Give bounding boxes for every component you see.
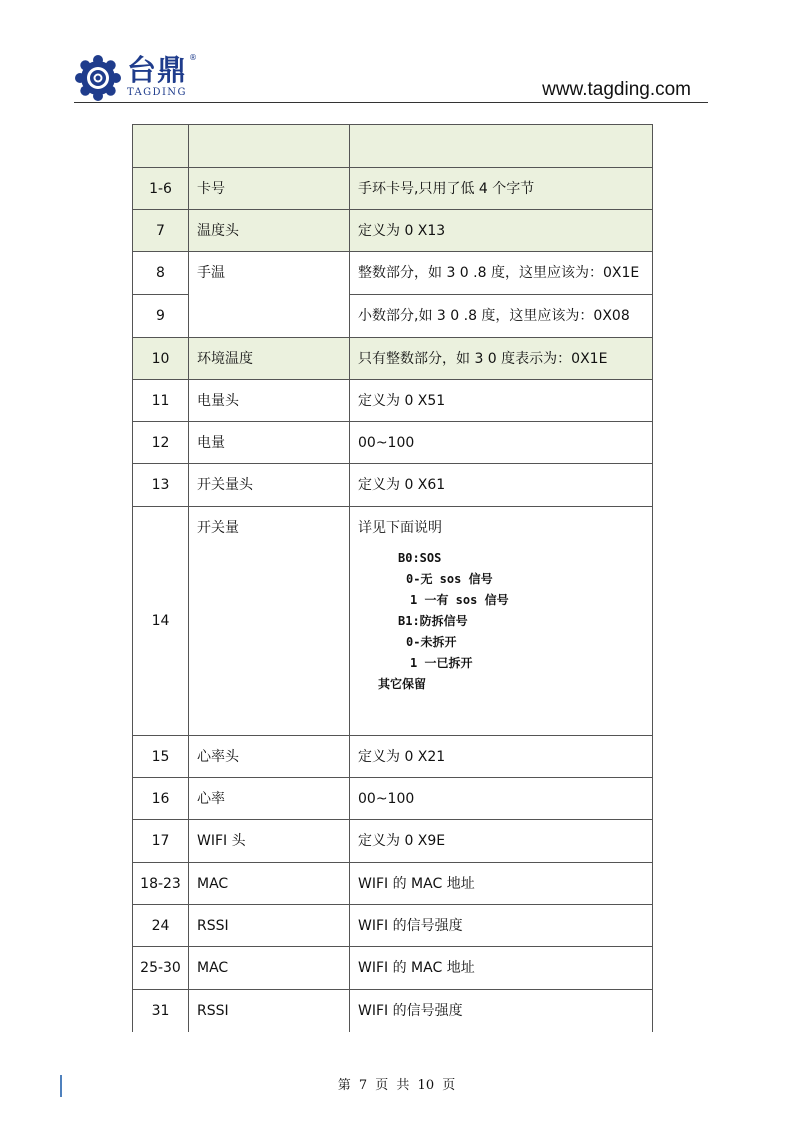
byte-index: 18-23 xyxy=(133,863,189,905)
table-row xyxy=(133,820,653,863)
byte-index: 11 xyxy=(133,380,189,422)
field-description: 定义为 0 X51 xyxy=(350,380,653,422)
field-description: WIFI 的信号强度 xyxy=(350,905,653,947)
field-name: 心率头 xyxy=(189,736,350,778)
field-name: MAC xyxy=(189,947,350,990)
field-name: WIFI 头 xyxy=(189,820,350,863)
table-row xyxy=(133,422,653,464)
table-row xyxy=(133,464,653,507)
bit-line: 1 一有 sos 信号 xyxy=(410,593,509,607)
header-cell-field xyxy=(189,125,350,168)
field-name: 电量头 xyxy=(189,380,350,422)
field-name: 卡号 xyxy=(189,168,350,210)
field-description: 00~100 xyxy=(350,778,653,820)
field-name: 电量 xyxy=(189,422,350,464)
byte-index: 14 xyxy=(133,507,189,736)
byte-index: 24 xyxy=(133,905,189,947)
byte-index: 16 xyxy=(133,778,189,820)
field-description: 00~100 xyxy=(350,422,653,464)
field-description: WIFI 的 MAC 地址 xyxy=(350,863,653,905)
field-description: WIFI 的信号强度 xyxy=(350,990,653,1032)
table-row xyxy=(133,990,653,1032)
table-header-row xyxy=(133,125,653,168)
header-cell-description xyxy=(350,125,653,168)
tagding-logo-icon xyxy=(74,54,122,102)
table-row xyxy=(133,168,653,210)
table-row xyxy=(133,947,653,990)
byte-index: 13 xyxy=(133,464,189,507)
brand-name-cn: 台鼎 xyxy=(127,53,188,87)
field-name: 开关量头 xyxy=(189,464,350,507)
table-row xyxy=(133,210,653,252)
field-name: RSSI xyxy=(189,905,350,947)
brand-name-en: TAGDING xyxy=(127,87,187,98)
field-description: 只有整数部分，如 3 0 度表示为：0X1E xyxy=(350,338,653,380)
field-description: 定义为 0 X21 xyxy=(350,736,653,778)
table-row xyxy=(133,338,653,380)
byte-index: 12 xyxy=(133,422,189,464)
field-description: 定义为 0 X13 xyxy=(350,210,653,252)
byte-index: 9 xyxy=(133,295,189,338)
switch-bits-list xyxy=(358,548,644,695)
field-name: 开关量 xyxy=(189,507,350,736)
byte-index: 25-30 xyxy=(133,947,189,990)
field-description-cell xyxy=(350,507,653,736)
table-row xyxy=(133,778,653,820)
header-divider xyxy=(74,102,708,103)
field-name: RSSI xyxy=(189,990,350,1032)
field-description: 定义为 0 X61 xyxy=(350,464,653,507)
table-row xyxy=(133,380,653,422)
bit-line: 1 一已拆开 xyxy=(410,656,473,670)
field-name: 环境温度 xyxy=(189,338,350,380)
table-row xyxy=(133,507,653,736)
bit-line: 其它保留 xyxy=(378,677,427,691)
byte-index: 7 xyxy=(133,210,189,252)
field-name: 心率 xyxy=(189,778,350,820)
byte-index: 17 xyxy=(133,820,189,863)
byte-index: 31 xyxy=(133,990,189,1032)
byte-index: 1-6 xyxy=(133,168,189,210)
field-name: MAC xyxy=(189,863,350,905)
registered-mark: ® xyxy=(189,53,197,62)
field-description: 整数部分，如 3 0 .8 度，这里应该为：0X1E xyxy=(350,252,653,295)
page-number: 第 7 页 共 10 页 xyxy=(337,1078,456,1093)
field-name: 温度头 xyxy=(189,210,350,252)
field-description: 定义为 0 X9E xyxy=(350,820,653,863)
field-description: 小数部分,如 3 0 .8 度，这里应该为：0X08 xyxy=(350,295,653,338)
header-cell-byte xyxy=(133,125,189,168)
field-description: WIFI 的 MAC 地址 xyxy=(350,947,653,990)
table-row xyxy=(133,863,653,905)
field-name: 手温 xyxy=(189,252,350,338)
website-url: www.tagding.com xyxy=(542,79,691,100)
bit-line: B1:防拆信号 xyxy=(398,614,468,628)
byte-index: 10 xyxy=(133,338,189,380)
bit-line: B0:SOS xyxy=(398,551,442,565)
table-row xyxy=(133,252,653,295)
byte-index: 15 xyxy=(133,736,189,778)
table-row xyxy=(133,736,653,778)
protocol-table xyxy=(132,124,653,1032)
field-description: 详见下面说明 xyxy=(358,520,442,536)
field-description: 手环卡号,只用了低 4 个字节 xyxy=(350,168,653,210)
byte-index: 8 xyxy=(133,252,189,295)
bit-line: 0-无 sos 信号 xyxy=(406,572,493,586)
bit-line: 0-未拆开 xyxy=(406,635,457,649)
table-row xyxy=(133,905,653,947)
